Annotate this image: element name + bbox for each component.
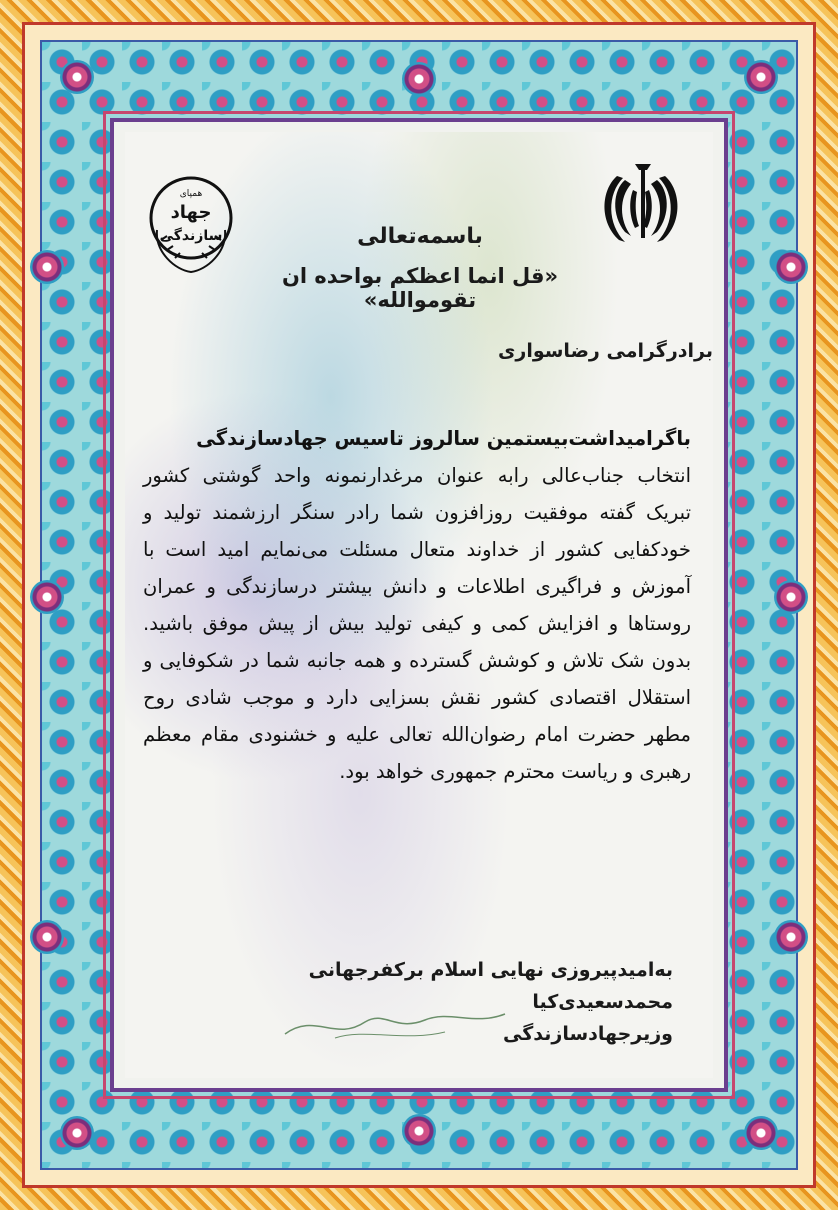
logo-line3: سازندگی [159, 228, 223, 244]
rose-ornament-icon [774, 580, 808, 614]
jahad-sazandegi-logo [145, 160, 237, 278]
rose-ornament-icon [744, 1116, 778, 1150]
handwritten-signature [275, 992, 515, 1052]
signer-name: محمدسعیدی‌کیا [532, 991, 673, 1013]
certificate-paper [125, 132, 713, 1078]
iran-emblem-icon [595, 160, 687, 252]
letter-body [143, 420, 691, 790]
rose-ornament-icon [774, 250, 808, 284]
closing-line: به‌امیدپیروزی نهایی اسلام برکفرجهانی [308, 959, 673, 981]
rose-ornament-icon [402, 1114, 436, 1148]
quran-verse: «قل انما اعظکم بواحده ان تقوموالله» [281, 264, 559, 312]
logo-line2: جهاد [170, 202, 212, 223]
rose-ornament-icon [30, 920, 64, 954]
bismillah-heading: باسمه‌تعالی [357, 224, 483, 249]
rose-ornament-icon [744, 60, 778, 94]
rose-ornament-icon [30, 250, 64, 284]
rose-ornament-icon [60, 60, 94, 94]
rose-ornament-icon [402, 62, 436, 96]
salutation: برادرگرامی رضاسواری [497, 340, 713, 362]
signer-title: وزیرجهادسازندگی [503, 1023, 673, 1045]
letter-lead: باگرامیداشت‌بیستمین سالروز تاسیس جهادسازندگی [196, 427, 691, 450]
logo-line1: همپای [179, 189, 203, 199]
rose-ornament-icon [774, 920, 808, 954]
rose-ornament-icon [30, 580, 64, 614]
rose-ornament-icon [60, 1116, 94, 1150]
letter-paragraph: انتخاب جناب‌عالی رابه عنوان مرغدارنمونه واحد گوشتی کشور تبریک گفته موفقیت روزافزون شما رادر سنگر ارزشمند تولید و خودکفایی کشور از خداوند متعال مسئلت می‌نمایم امید است با آموزش و فراگیری اطلاعات و دانش بیشتر درسازندگی و عمران روستاها و افزایش کمی و کیفی تولید بیش از پیش موفق باشید. بدون شک تلاش و کوشش گسترده و همه جانبه شما در شکوفایی و استقلال اقتصادی کشور نقش بسزایی دارد و موجب شادی روح مطهر حضرت امام رضوان‌الله تعالی علیه و خشنودی مقام معظم رهبری و ریاست محترم جمهوری خواهد بود. [143, 464, 691, 783]
